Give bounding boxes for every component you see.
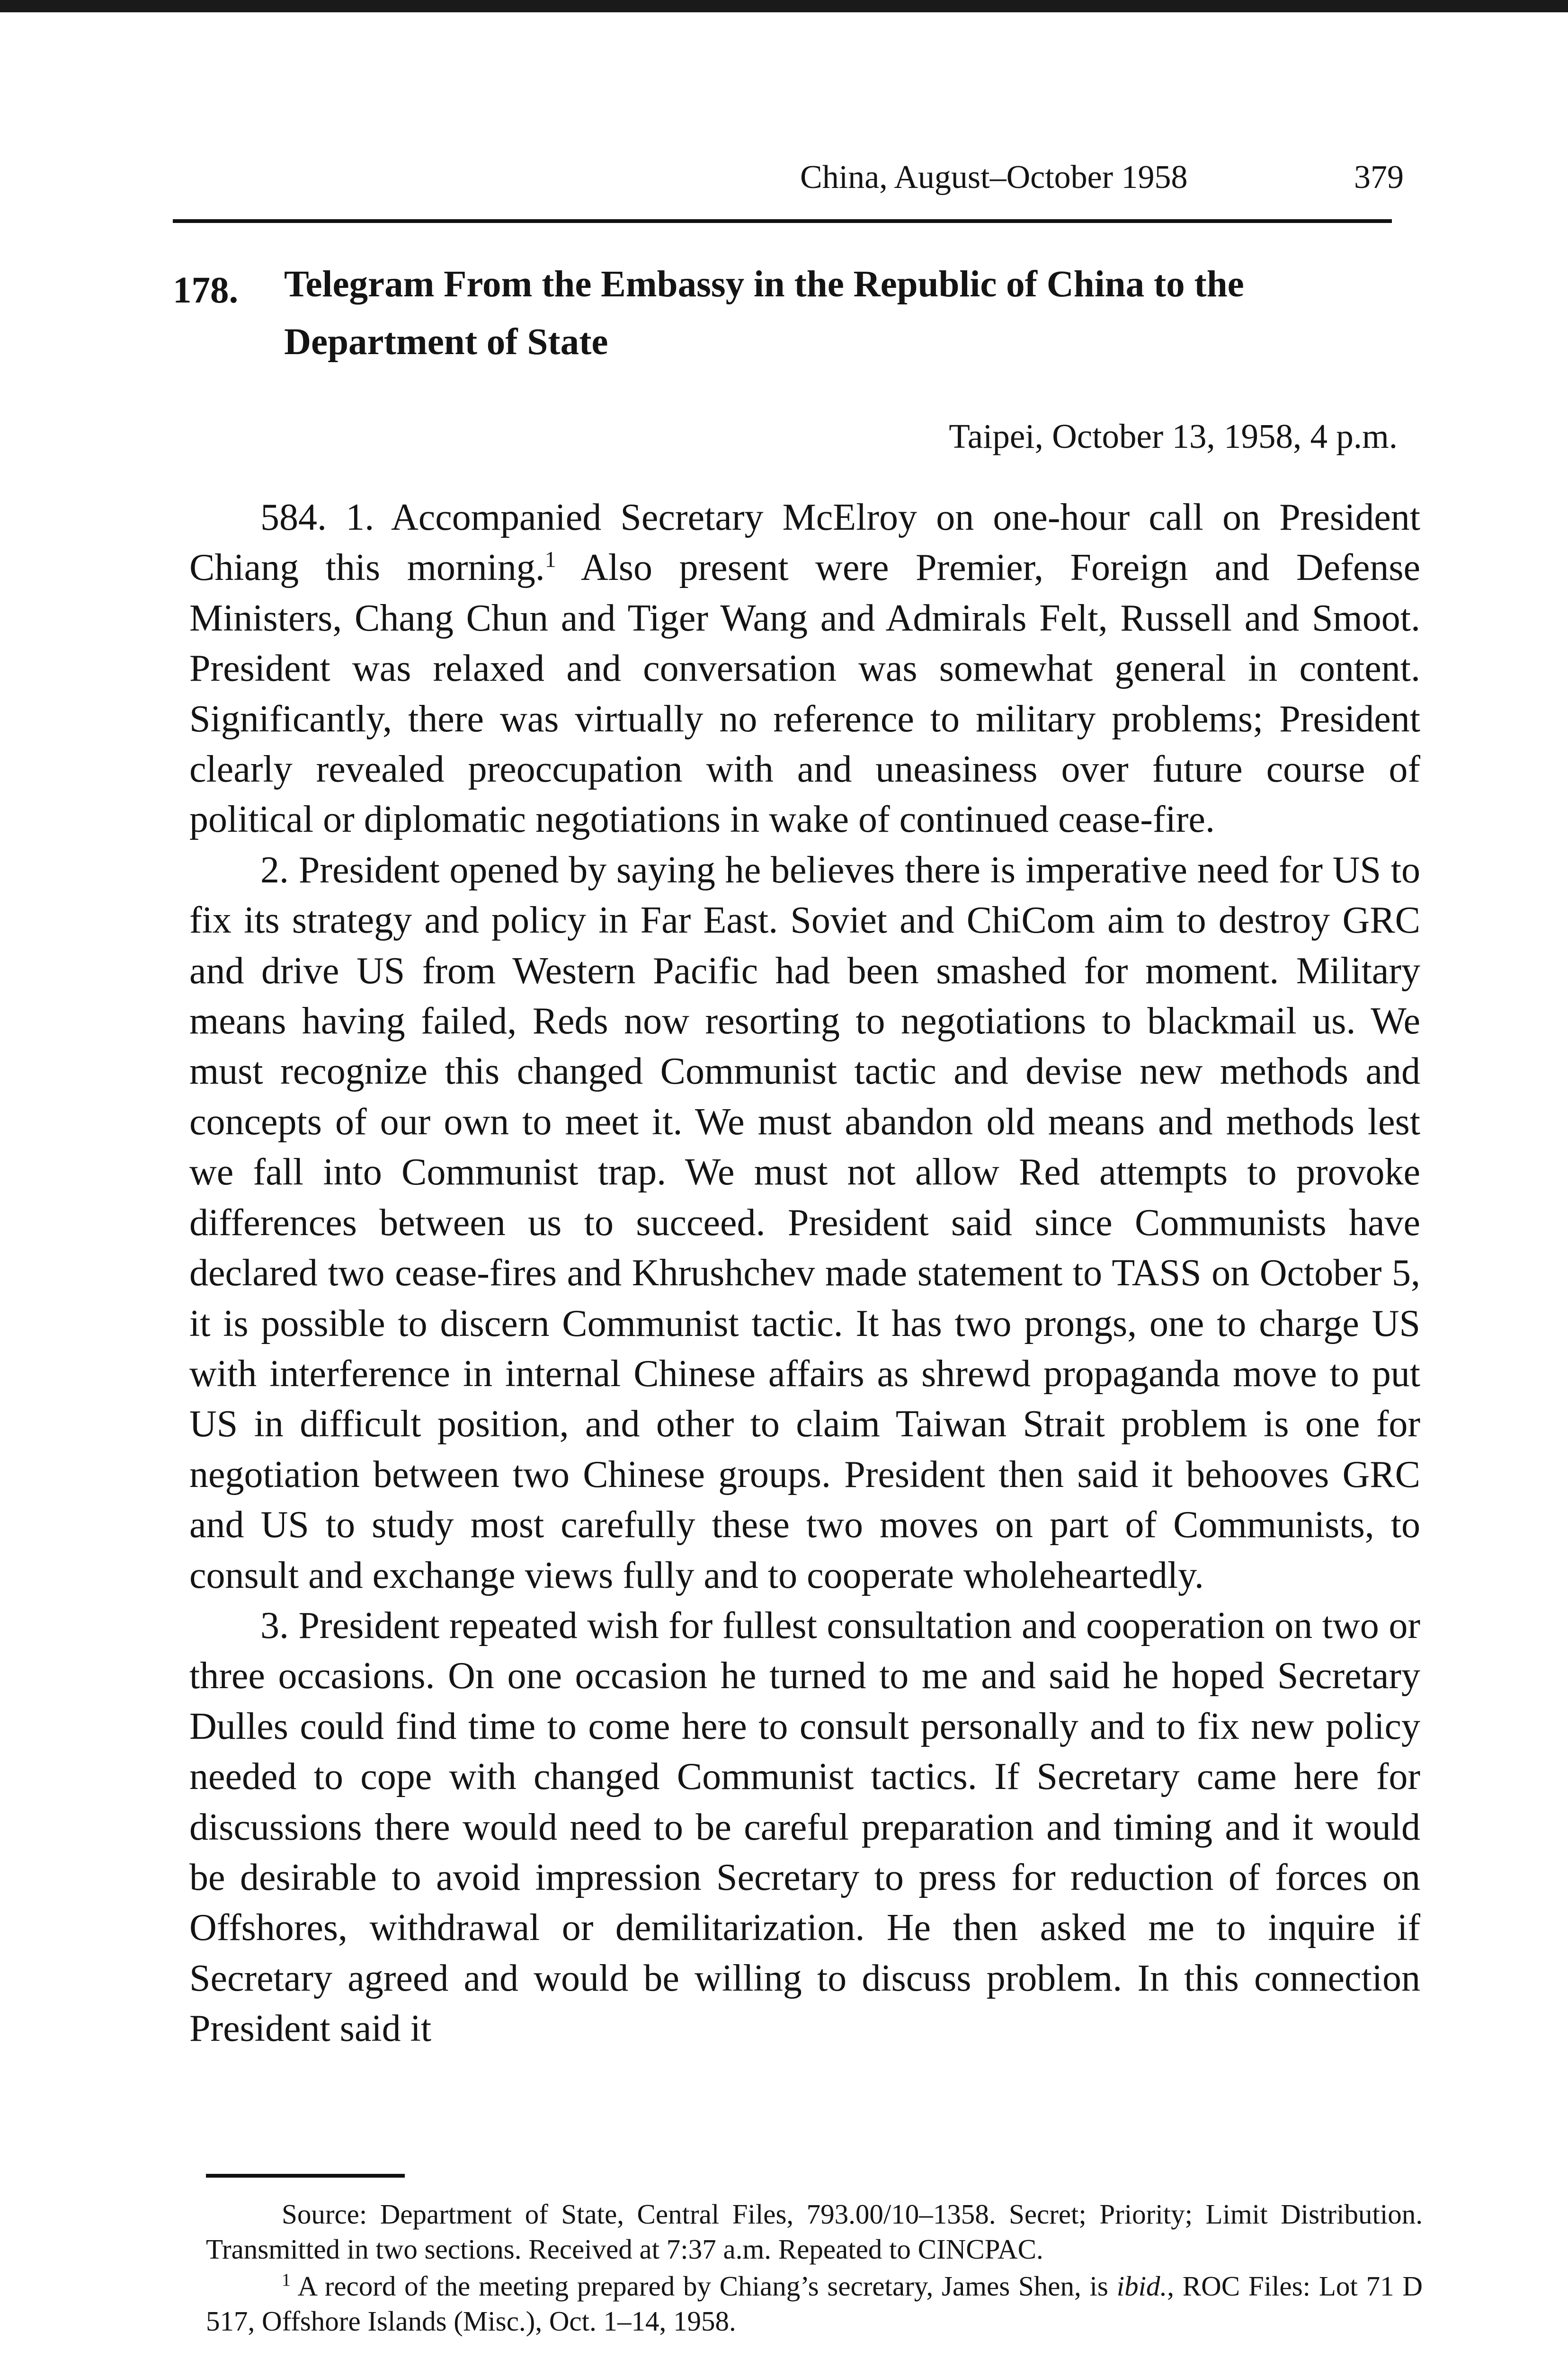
page-number: 379 [1354,159,1404,196]
paragraph-3: 3. President repeated wish for fullest consultation and cooperation on two or three occasions. On one occasion he turned to me and said he hoped Secretary Dulles could find time to come here to consult personally and to fix new policy needed to cope with changed Communist tactics. If Secretary came here for discussions there would need to be careful preparation and timing and it would be desirable to avoid impression Secretary to press for reduction of forces on Offshores, withdrawal or demilitarization. He then asked me to inquire if Secretary agreed and would be willing to discuss problem. In this connection President said it [189,1604,1420,2050]
footnote-ref-1: 1 [544,547,556,572]
running-head-title: China, August–October 1958 [800,159,1188,196]
footnote-1-text: A record of the meeting prepared by Chiang’s secretary, James Shen, is [291,2270,1117,2302]
footnote-rule [206,2174,405,2178]
paragraph-1-rest: Also present were Premier, Foreign and Defense Ministers, Chang Chun and Tiger Wang and Admirals Felt, Russell and Smoot. President was relaxed and conversation was somewhat general in content. Significantly, there was virtually no reference to military problems; President clearly revealed preoccupation with and uneasiness over future course of political or diplomatic negotiations in wake of continued cease-fire. [189,547,1420,841]
footnote-1 [206,2269,1423,2339]
header-rule [173,219,1392,223]
footnote-1-marker: 1 [282,2270,291,2290]
paragraph-1 [189,492,1420,845]
document-title: Telegram From the Embassy in the Republic of China to the Department of State [284,264,1244,363]
source-note: Source: Department of State, Central Files, 793.00/10–1358. Secret; Priority; Limit Distribution. Transmitted in two sections. Received at 7:37 a.m. Repeated to CINCPAC. [206,2198,1423,2265]
dateline: Taipei, October 13, 1958, 4 p.m. [949,417,1398,455]
scan-top-edge [0,0,1568,12]
document-number: 178. [173,270,239,311]
running-head [800,156,1404,199]
footnote-1-ibid: ibid. [1116,2270,1167,2302]
paragraph-1-lead: 584. 1. Accompanied Secretary McElroy on one-hour call on President Chiang this morning. [189,497,1420,589]
paragraph-2: 2. President opened by saying he believes there is imperative need for US to fix its strategy and policy in Far East. Soviet and ChiCom aim to destroy GRC and drive US from Western Pacific had been smashed for moment. Military means having failed, Reds now resorting to negotiations to blackmail us. We must recognize this changed Communist tactic and devise new methods and concepts of our own to meet it. We must abandon old means and methods lest we fall into Communist trap. We must not allow Red attempts to provoke differences between us to succeed. President said since Communists have declared two cease-fires and Khrushchev made statement to TASS on October 5, it is possible to discern Communist tactic. It has two prongs, one to charge US with interference in internal Chinese affairs as shrewd propaganda move to put US in difficult position, and other to claim Taiwan Strait problem is one for negotiation between two Chinese groups. President then said it behooves GRC and US to study most carefully these two moves on part of Communists, to consult and exchange views fully and to cooperate wholeheartedly. [189,849,1420,1596]
footnotes [206,2197,1423,2340]
body-text [189,492,1420,2054]
footnote-1-rest: , ROC Files: Lot 71 D 517, Offshore Islands (Misc.), Oct. 1–14, 1958. [206,2270,1423,2337]
